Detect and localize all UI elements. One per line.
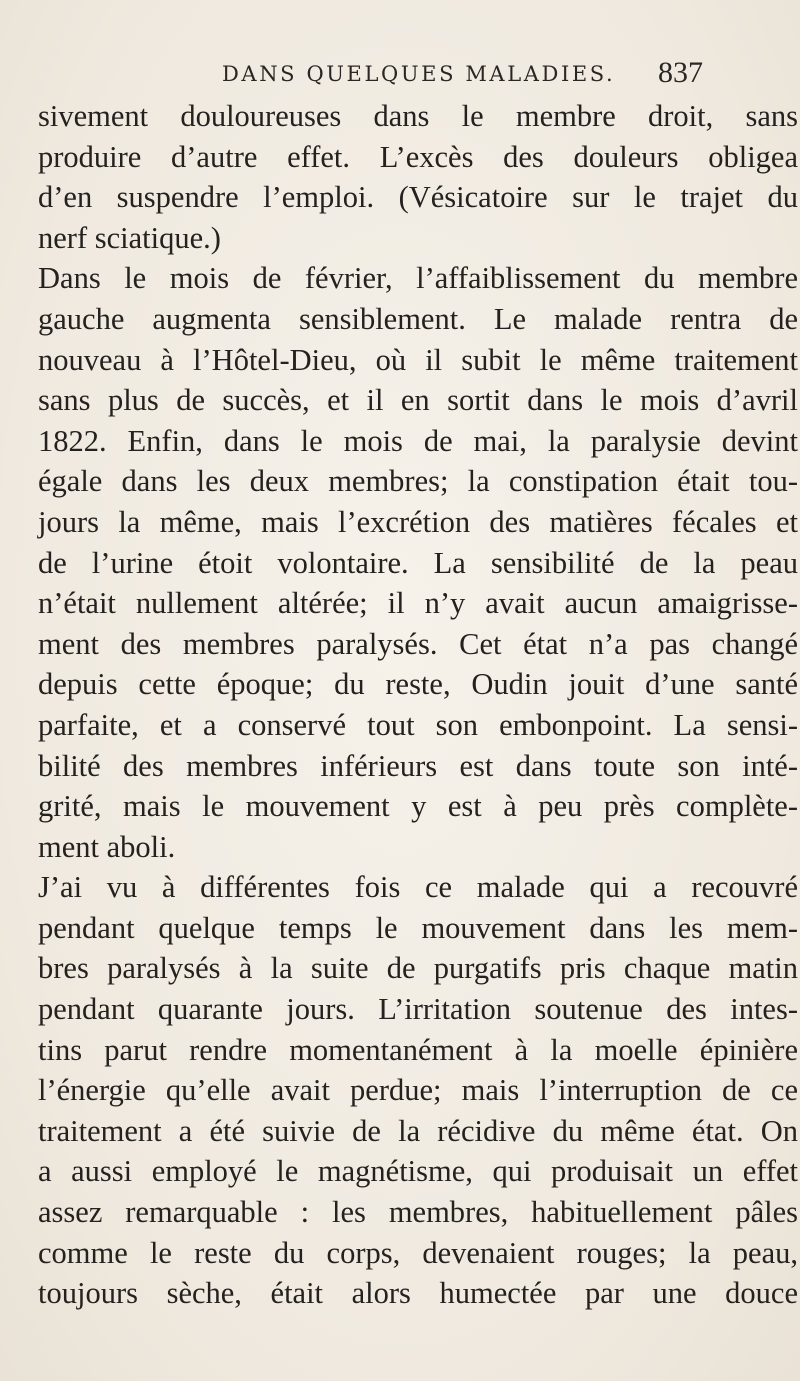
text-line: d’en suspendre l’emploi. (Vésicatoire sur le trajet du bbox=[38, 180, 798, 215]
text-line: bilité des membres inférieurs est dans toute son inté- bbox=[38, 748, 798, 783]
text-line: sans plus de succès, et il en sortit dans le mois d’avril bbox=[38, 383, 798, 418]
text-line: a aussi employé le magnétisme, qui produisait un effet bbox=[38, 1154, 798, 1189]
text-line: égale dans les deux membres; la constipation était tou- bbox=[38, 464, 798, 499]
text-line: n’était nullement altérée; il n’y avait aucun amaigrisse- bbox=[38, 586, 798, 621]
text-line: parfaite, et a conservé tout son embonpoint. La sensi- bbox=[38, 707, 798, 742]
text-line: pendant quelque temps le mouvement dans les mem- bbox=[38, 910, 798, 945]
text-line: sivement douloureuses dans le membre droit, sans bbox=[38, 99, 798, 133]
text-line: ment des membres paralysés. Cet état n’a pas changé bbox=[38, 626, 798, 661]
text-line: jours la même, mais l’excrétion des matières fécales et bbox=[38, 504, 798, 539]
text-line: produire d’autre effet. L’excès des douleurs obligea bbox=[38, 139, 798, 174]
text-line: assez remarquable : les membres, habituellement pâles bbox=[38, 1195, 798, 1230]
text-line: tins parut rendre momentanément à la moelle épinière bbox=[38, 1032, 798, 1067]
text-line: traitement a été suivie de la récidive du même état. On bbox=[38, 1113, 798, 1148]
text-line: depuis cette époque; du reste, Oudin jouit d’une santé bbox=[38, 667, 798, 702]
page-header bbox=[0, 56, 800, 92]
text-line: de l’urine étoit volontaire. La sensibilité de la peau bbox=[38, 545, 798, 580]
text-line: toujours sèche, était alors humectée par une douce bbox=[38, 1276, 798, 1311]
page-number: 837 bbox=[658, 56, 703, 89]
text-line: l’énergie qu’elle avait perdue; mais l’interruption de ce bbox=[38, 1073, 798, 1108]
text-line: nouveau à l’Hôtel-Dieu, où il subit le même traitement bbox=[38, 342, 798, 377]
text-line: pendant quarante jours. L’irritation soutenue des intes- bbox=[38, 992, 798, 1027]
text-line: gauche augmenta sensiblement. Le malade rentra de bbox=[38, 301, 798, 336]
text-line: grité, mais le mouvement y est à peu près complète- bbox=[38, 789, 798, 824]
text-line: comme le reste du corps, devenaient rouges; la peau, bbox=[38, 1235, 798, 1270]
text-line: bres paralysés à la suite de purgatifs pris chaque matin bbox=[38, 951, 798, 986]
text-line: Dans le mois de février, l’affaiblissement du membre bbox=[38, 261, 798, 296]
running-head: DANS QUELQUES MALADIES. bbox=[222, 62, 616, 86]
text-line: J’ai vu à différentes fois ce malade qui a recouvré bbox=[38, 870, 798, 905]
text-line: 1822. Enfin, dans le mois de mai, la paralysie devint bbox=[38, 423, 798, 458]
text-line: nerf sciatique.) bbox=[38, 220, 221, 255]
body-text bbox=[38, 96, 798, 1314]
text-line: ment aboli. bbox=[38, 829, 176, 864]
